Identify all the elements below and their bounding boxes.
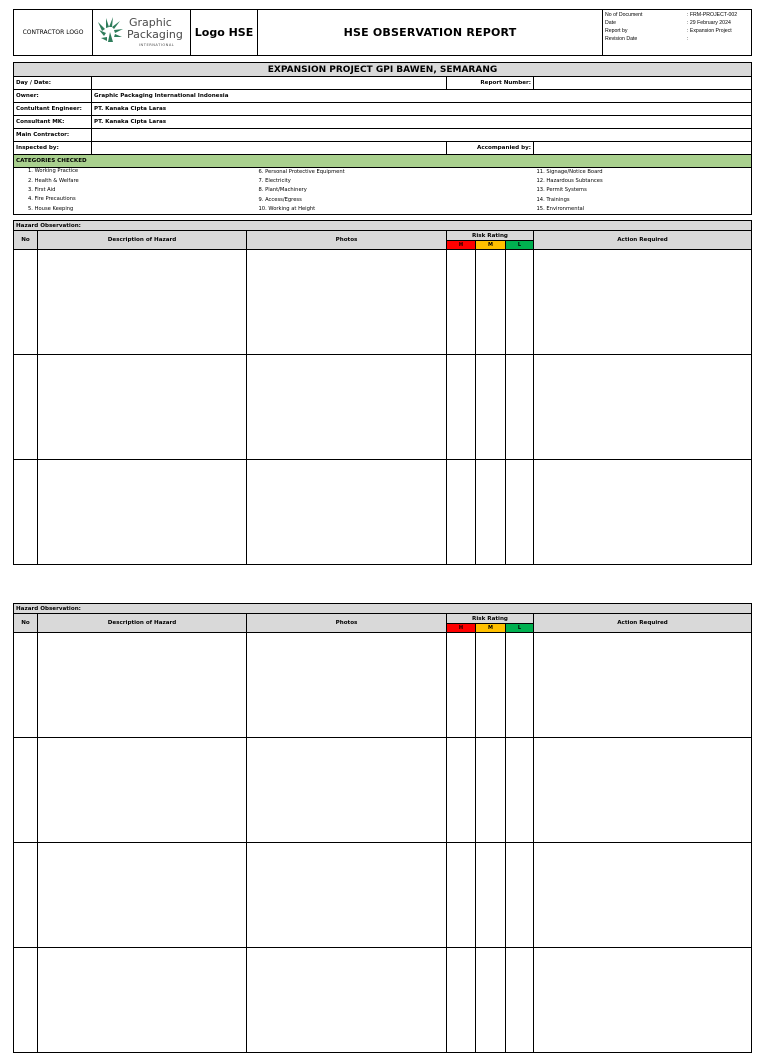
- description-cell[interactable]: [38, 460, 247, 565]
- column-header-risk-rating: Risk Rating: [447, 231, 534, 241]
- column-header-no: No: [14, 231, 38, 250]
- action-cell[interactable]: [534, 460, 752, 565]
- category-item: 14. Trainings: [529, 195, 752, 204]
- column-header-photos: Photos: [247, 614, 447, 633]
- no-cell[interactable]: [14, 948, 38, 1053]
- action-cell[interactable]: [534, 843, 752, 948]
- meta-key: Date: [605, 20, 616, 26]
- action-cell[interactable]: [534, 948, 752, 1053]
- no-cell[interactable]: [14, 460, 38, 565]
- description-cell[interactable]: [38, 843, 247, 948]
- risk-h-cell[interactable]: [447, 738, 476, 843]
- meta-row: [605, 27, 749, 35]
- owner-label: Owner:: [14, 90, 92, 103]
- day-date-field[interactable]: [92, 77, 447, 90]
- consultant-engineer-label: Contultant Engineer:: [14, 103, 92, 116]
- no-cell[interactable]: [14, 250, 38, 355]
- risk-m-cell[interactable]: [476, 948, 506, 1053]
- risk-high-label: H: [447, 624, 476, 633]
- category-row: [14, 186, 752, 195]
- contractor-logo-placeholder: CONTRACTOR LOGO: [14, 10, 93, 56]
- category-item: 7. Electricity: [258, 178, 291, 185]
- category-row: [14, 195, 752, 204]
- report-number-field[interactable]: [534, 77, 752, 90]
- category-row: [14, 167, 752, 176]
- risk-h-cell[interactable]: [447, 843, 476, 948]
- risk-l-cell[interactable]: [506, 250, 534, 355]
- project-info-table: [13, 62, 752, 168]
- risk-h-cell[interactable]: [447, 633, 476, 738]
- hazard-observation-table: [13, 220, 752, 565]
- category-item: 6. Personal Protective Equipment: [258, 168, 345, 175]
- risk-high-label: H: [447, 241, 476, 250]
- column-header-description: Description of Hazard: [38, 614, 247, 633]
- project-title: EXPANSION PROJECT GPI BAWEN, SEMARANG: [14, 63, 752, 77]
- category-item: 8. Plant/Machinery: [258, 187, 307, 194]
- category-row: [14, 205, 752, 215]
- risk-medium-label: M: [476, 241, 506, 250]
- hazard-observation-heading: Hazard Observation:: [14, 221, 752, 231]
- description-cell[interactable]: [38, 355, 247, 460]
- description-cell[interactable]: [38, 738, 247, 843]
- hazard-observation-heading: Hazard Observation:: [14, 604, 752, 614]
- risk-low-label: L: [506, 241, 534, 250]
- risk-low-label: L: [506, 624, 534, 633]
- table-row: [14, 460, 752, 565]
- meta-row: [605, 35, 749, 43]
- graphic-packaging-logo-icon: [93, 10, 189, 51]
- risk-h-cell[interactable]: [447, 948, 476, 1053]
- category-item: 3. First Aid: [14, 186, 247, 195]
- description-cell[interactable]: [38, 250, 247, 355]
- consultant-mk-field[interactable]: PT. Kanaka Cipta Laras: [92, 116, 752, 129]
- action-cell[interactable]: [534, 355, 752, 460]
- risk-m-cell[interactable]: [476, 250, 506, 355]
- meta-value: : 29 February 2024: [687, 20, 731, 26]
- svg-text:Packaging: Packaging: [127, 28, 183, 41]
- column-header-photos: Photos: [247, 231, 447, 250]
- table-row: [14, 738, 752, 843]
- categories-heading: CATEGORIES CHECKED: [14, 155, 752, 168]
- photos-cell[interactable]: [247, 738, 447, 843]
- accompanied-by-label: Accompanied by:: [447, 142, 534, 155]
- table-row: [14, 250, 752, 355]
- risk-h-cell[interactable]: [447, 355, 476, 460]
- meta-key: No of Document: [605, 12, 643, 18]
- table-row: [14, 355, 752, 460]
- report-header: [13, 9, 752, 56]
- meta-value: : FRM-PROJECT-002: [687, 12, 738, 18]
- column-header-action: Action Required: [534, 231, 752, 250]
- action-cell[interactable]: [534, 738, 752, 843]
- category-item: 12. Hazardous Subtances: [529, 176, 752, 185]
- owner-field[interactable]: Graphic Packaging International Indonesia: [92, 90, 752, 103]
- risk-m-cell[interactable]: [476, 738, 506, 843]
- description-cell[interactable]: [38, 633, 247, 738]
- no-cell[interactable]: [14, 738, 38, 843]
- hazard-observation-table-page2: [13, 603, 752, 1053]
- meta-key: Revision Date: [605, 36, 638, 42]
- risk-m-cell[interactable]: [476, 843, 506, 948]
- column-header-description: Description of Hazard: [38, 231, 247, 250]
- photos-cell[interactable]: [247, 460, 447, 565]
- risk-l-cell[interactable]: [506, 355, 534, 460]
- column-header-action: Action Required: [534, 614, 752, 633]
- category-item: 10. Working at Height: [247, 205, 529, 215]
- column-header-risk-rating: Risk Rating: [447, 614, 534, 624]
- inspected-by-field[interactable]: [92, 142, 447, 155]
- risk-l-cell[interactable]: [506, 738, 534, 843]
- meta-value: :: [687, 36, 689, 42]
- category-item: 5. House Keeping: [14, 205, 247, 215]
- no-cell[interactable]: [14, 843, 38, 948]
- action-cell[interactable]: [534, 633, 752, 738]
- category-item: 1. Working Practice: [14, 167, 247, 176]
- inspected-by-label: Inspected by:: [14, 142, 92, 155]
- report-number-label: Report Number:: [447, 77, 534, 90]
- table-row: [14, 843, 752, 948]
- risk-m-cell[interactable]: [476, 355, 506, 460]
- meta-row: [605, 19, 749, 27]
- no-cell[interactable]: [14, 633, 38, 738]
- main-contractor-field[interactable]: [92, 129, 752, 142]
- category-item: 2. Health & Welfare: [14, 176, 247, 185]
- page-title: HSE OBSERVATION REPORT: [258, 10, 603, 56]
- photos-cell[interactable]: [247, 948, 447, 1053]
- consultant-mk-label: Consultant MK:: [14, 116, 92, 129]
- meta-value: : Expansion Project: [687, 28, 732, 34]
- day-date-label: Day / Date:: [14, 77, 92, 90]
- category-row: [14, 176, 752, 185]
- category-item: 9. Access/Egress: [258, 196, 302, 203]
- company-logo: [93, 10, 191, 56]
- meta-key: Report by: [605, 28, 628, 34]
- svg-text:INTERNATIONAL: INTERNATIONAL: [139, 43, 175, 47]
- risk-l-cell[interactable]: [506, 948, 534, 1053]
- category-item: 4. Fire Precautions: [14, 195, 247, 204]
- risk-medium-label: M: [476, 624, 506, 633]
- risk-h-cell[interactable]: [447, 460, 476, 565]
- risk-m-cell[interactable]: [476, 460, 506, 565]
- photos-cell[interactable]: [247, 250, 447, 355]
- table-row: [14, 633, 752, 738]
- photos-cell[interactable]: [247, 633, 447, 738]
- main-contractor-label: Main Contractor:: [14, 129, 92, 142]
- risk-m-cell[interactable]: [476, 633, 506, 738]
- svg-text:Graphic: Graphic: [129, 16, 172, 29]
- risk-l-cell[interactable]: [506, 843, 534, 948]
- table-row: [14, 948, 752, 1053]
- consultant-engineer-field[interactable]: PT. Kanaka Cipta Laras: [92, 103, 752, 116]
- risk-l-cell[interactable]: [506, 460, 534, 565]
- accompanied-by-field[interactable]: [534, 142, 752, 155]
- column-header-no: No: [14, 614, 38, 633]
- categories-grid: [13, 167, 752, 215]
- meta-row: [605, 11, 749, 19]
- description-cell[interactable]: [38, 948, 247, 1053]
- category-item: 11. Signage/Notice Board: [529, 167, 752, 176]
- photos-cell[interactable]: [247, 355, 447, 460]
- risk-l-cell[interactable]: [506, 633, 534, 738]
- category-item: 13. Permit Systems: [529, 186, 752, 195]
- action-cell[interactable]: [534, 250, 752, 355]
- document-meta: [603, 10, 752, 56]
- logo-hse-label: Logo HSE: [191, 10, 258, 56]
- photos-cell[interactable]: [247, 843, 447, 948]
- category-item: 15. Environmental: [529, 205, 752, 215]
- no-cell[interactable]: [14, 355, 38, 460]
- risk-h-cell[interactable]: [447, 250, 476, 355]
